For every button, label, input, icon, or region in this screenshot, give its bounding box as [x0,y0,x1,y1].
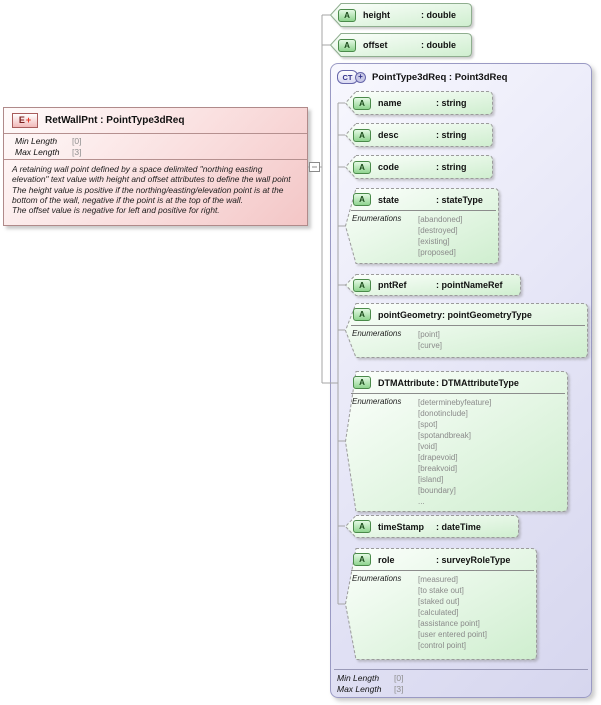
complex-type-header[interactable] [331,64,591,84]
element-retwallpnt[interactable] [3,107,308,226]
enumerations: Enumerations [measured] [to stake out] [staked out] [calculated] [assistance point] [user entered point] [control point] [352,574,487,650]
attribute-icon: A [353,376,371,389]
divider [351,393,565,394]
attribute-icon: A [353,193,371,206]
divider [4,133,307,134]
attribute-dtmattribute[interactable]: A DTMAttribute : DTMAttributeType Enumerations [determinebyfeature] [donotinclude] [spot] [spotandbreak] [void] [drapevoid] [breakvoid] [island] [boundary] ... [345,371,568,512]
element-icon: E + [12,113,38,128]
attribute-icon: A [353,129,371,142]
attribute-icon: A [353,308,371,321]
attribute-icon: A [338,9,356,22]
attribute-icon: A [353,279,371,292]
complex-type-facets [337,673,587,695]
attribute-icon: A [353,97,371,110]
attribute-role[interactable]: A role : surveyRoleType Enumerations [measured] [to stake out] [staked out] [calculated] [assistance point] [user entered point] [control point] [345,548,537,660]
element-header[interactable] [4,108,307,132]
element-annotation: A retaining wall point defined by a space delimited "northing easting elevation" text value with height and offset attributes to define the wall point The height value is positive if the northing/easting/elevation point is at the bottom of the wall, negative if the point is at the top of the wall. The offset value is negative for left and positive for right. [12,164,291,216]
attribute-state[interactable]: A state : stateType Enumerations [abandoned] [destroyed] [existing] [proposed] [345,188,499,264]
attribute-pointgeometry[interactable]: A pointGeometry : pointGeometryType Enumerations [point] [curve] [345,303,588,358]
enumerations: Enumerations [point] [curve] [352,329,443,350]
collapse-toggle-icon[interactable] [310,163,320,172]
complex-type-icon: CT + [337,70,366,84]
attribute-icon: A [353,161,371,174]
attribute-offset[interactable]: A offset : double [330,33,472,57]
attribute-icon: A [353,520,371,533]
attribute-desc[interactable]: A desc : string [345,123,493,147]
divider [351,570,534,571]
attribute-code[interactable]: A code : string [345,155,493,179]
attribute-height[interactable]: A height : double [330,3,472,27]
element-title: RetWallPnt : PointType3dReq [45,115,185,126]
attribute-pntref[interactable]: A pntRef : pointNameRef [345,274,521,296]
divider [351,325,585,326]
complex-type-title: PointType3dReq : Point3dReq [372,71,508,83]
element-facets [4,136,307,158]
attribute-timestamp[interactable]: A timeStamp : dateTime [345,515,519,538]
enumerations: Enumerations [abandoned] [destroyed] [existing] [proposed] [352,214,463,257]
facet-max-length: Max Length [3] [337,684,404,694]
attribute-icon: A [338,39,356,52]
attribute-icon: A [353,553,371,566]
divider [351,210,496,211]
attribute-name[interactable]: A name : string [345,91,493,115]
facet-max-length: Max Length [3] [15,147,82,157]
enumerations: Enumerations [determinebyfeature] [donotinclude] [spot] [spotandbreak] [void] [drapevoid] [breakvoid] [island] [boundary] ... [352,397,492,506]
facet-min-length: Min Length [0] [337,673,404,683]
divider [334,669,588,670]
divider [4,159,307,160]
facet-min-length: Min Length [0] [15,136,82,146]
